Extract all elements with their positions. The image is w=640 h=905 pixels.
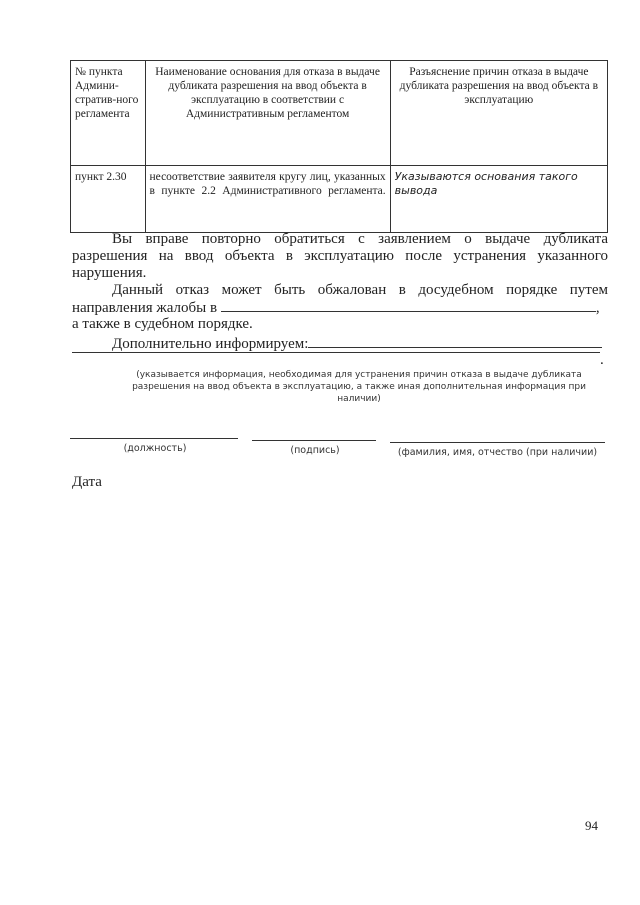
additional-period: . bbox=[600, 352, 604, 368]
header-point-number: № пункта Админи-стратив-ного регламента bbox=[71, 61, 146, 166]
header-refusal-basis: Наименование основания для отказа в выдаче дубликата разрешения на ввод объекта в эксплуатацию в соответствии с Административным регламентом bbox=[145, 61, 390, 166]
additional-info-note: (указывается информация, необходимая для устранения причин отказа в выдаче дубликата разрешения на ввод объекта в эксплуатацию, а также иная дополнительная информация при наличии) bbox=[132, 370, 586, 404]
appeal-comma: , bbox=[595, 300, 600, 316]
cell-basis: несоответствие заявителя кругу лиц, указанных в пункте 2.2 Административного регламента. bbox=[145, 166, 390, 233]
paragraph-reapply: Вы вправе повторно обратиться с заявлением о выдаче дубликата разрешения на ввод объекта в эксплуатацию после устранения указанного нарушения. bbox=[72, 231, 608, 281]
paragraph-appeal bbox=[72, 282, 608, 317]
position-label: (должность) bbox=[123, 443, 187, 454]
table-row bbox=[71, 166, 608, 233]
additional-info-line bbox=[72, 352, 600, 353]
position-line bbox=[70, 438, 238, 439]
name-label: (фамилия, имя, отчество (при наличии) bbox=[397, 447, 598, 458]
cell-point: пункт 2.30 bbox=[71, 166, 146, 233]
additional-label: Дополнительно информируем: bbox=[112, 336, 309, 352]
name-line bbox=[390, 442, 605, 443]
paragraph-court: а также в судебном порядке. bbox=[72, 316, 253, 332]
page-number: 94 bbox=[585, 818, 598, 833]
signature-label: (подпись) bbox=[290, 445, 340, 456]
appeal-body-blank bbox=[221, 299, 596, 312]
date-label: Дата bbox=[72, 474, 102, 490]
additional-info-blank bbox=[308, 335, 602, 348]
refusal-reasons-table bbox=[70, 60, 608, 233]
signature-line bbox=[252, 440, 376, 441]
paragraph-additional bbox=[72, 335, 608, 353]
header-explanation: Разъяснение причин отказа в выдаче дубликата разрешения на ввод объекта в эксплуатацию bbox=[390, 61, 607, 166]
appeal-text: Данный отказ может быть обжалован в досудебном порядке путем направления жалобы в bbox=[72, 282, 608, 316]
cell-explanation: Указываются основания такого вывода bbox=[390, 166, 607, 233]
table-header-row bbox=[71, 61, 608, 166]
